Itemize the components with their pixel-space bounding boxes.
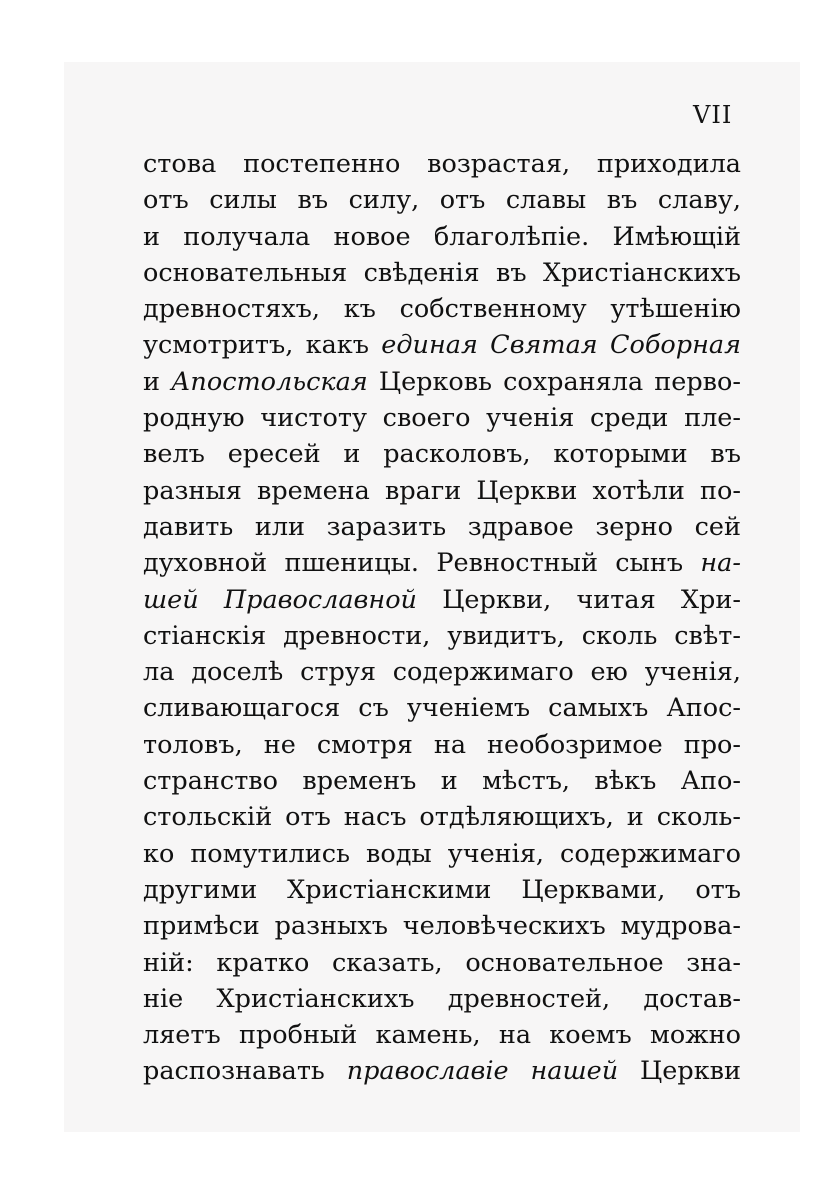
text-line <box>143 763 741 799</box>
text-line <box>143 690 741 726</box>
text-line <box>143 182 741 218</box>
italic-text: шей Православной <box>143 584 417 615</box>
text-line <box>143 545 741 581</box>
text-segment: ко помутились воды ученія, содержимаго <box>143 838 741 869</box>
text-segment: велъ ересей и расколовъ, которыми въ <box>143 439 741 470</box>
text-segment: ній: кратко сказать, основательное зна- <box>143 947 741 978</box>
text-segment: духовной пшеницы. Ревностный сынъ <box>143 548 701 579</box>
text-segment: ніе Христіанскихъ древностей, достав- <box>143 983 741 1014</box>
text-line <box>143 582 741 618</box>
text-line <box>143 908 741 944</box>
body-text <box>143 146 741 1090</box>
text-line <box>143 255 741 291</box>
text-segment: Церковь сохраняла перво- <box>367 366 741 397</box>
text-line <box>143 836 741 872</box>
text-segment: другими Христіанскими Церквами, отъ <box>143 874 741 905</box>
italic-text: на- <box>700 548 741 579</box>
italic-text: Апостольская <box>171 366 368 397</box>
text-segment: ляетъ пробный камень, на коемъ можно <box>143 1020 741 1051</box>
text-segment: примѣси разныхъ человѣческихъ мудрова- <box>143 911 741 942</box>
text-line <box>143 400 741 436</box>
text-segment: странство временъ и мѣстъ, вѣкъ Апо- <box>143 766 741 797</box>
text-segment: толовъ, не смотря на необозримое про- <box>143 729 741 760</box>
text-segment: Церкви <box>618 1056 741 1087</box>
text-segment: распознавать <box>143 1056 347 1087</box>
text-segment: давить или заразить здравое зерно сей <box>143 511 741 542</box>
text-line <box>143 799 741 835</box>
text-segment: Церкви, читая Хри- <box>416 584 741 615</box>
text-line <box>143 509 741 545</box>
text-line <box>143 291 741 327</box>
text-line <box>143 945 741 981</box>
text-segment: и <box>143 366 172 397</box>
text-line <box>143 364 741 400</box>
text-line <box>143 727 741 763</box>
text-line <box>143 1053 741 1089</box>
text-segment: древностяхъ, къ собственному утѣшенію <box>143 294 741 325</box>
text-segment: стова постепенно возрастая, приходила <box>143 149 741 179</box>
text-segment: родную чистоту своего ученія среди пле- <box>143 403 741 434</box>
text-line <box>143 872 741 908</box>
text-segment: разныя времена враги Церкви хотѣли по- <box>143 475 741 506</box>
text-segment: основательныя свѣденія въ Христіанскихъ <box>143 257 741 288</box>
text-segment: ла доселѣ струя содержимаго ею ученія, <box>143 657 741 688</box>
italic-text: единая Святая Соборная <box>381 330 741 361</box>
text-segment: сливающагося съ ученіемъ самыхъ Апос- <box>143 693 741 724</box>
italic-text: православіе нашей <box>346 1056 619 1087</box>
text-segment: и получала новое благолѣпіе. Имѣющій <box>143 221 741 252</box>
text-line <box>143 219 741 255</box>
text-line <box>143 618 741 654</box>
text-line <box>143 981 741 1017</box>
text-line <box>143 473 741 509</box>
text-line <box>143 654 741 690</box>
text-line <box>143 1017 741 1053</box>
text-line <box>143 436 741 472</box>
text-segment: стольскій отъ насъ отдѣляющихъ, и сколь- <box>143 802 741 833</box>
text-line <box>143 146 741 182</box>
text-segment: усмотритъ, какъ <box>143 330 382 361</box>
text-segment: стіанскія древности, увидитъ, сколь свѣт- <box>143 620 741 651</box>
page-number: VII <box>693 101 733 129</box>
text-line <box>143 327 741 363</box>
text-segment: отъ силы въ силу, отъ славы въ славу, <box>143 185 741 216</box>
